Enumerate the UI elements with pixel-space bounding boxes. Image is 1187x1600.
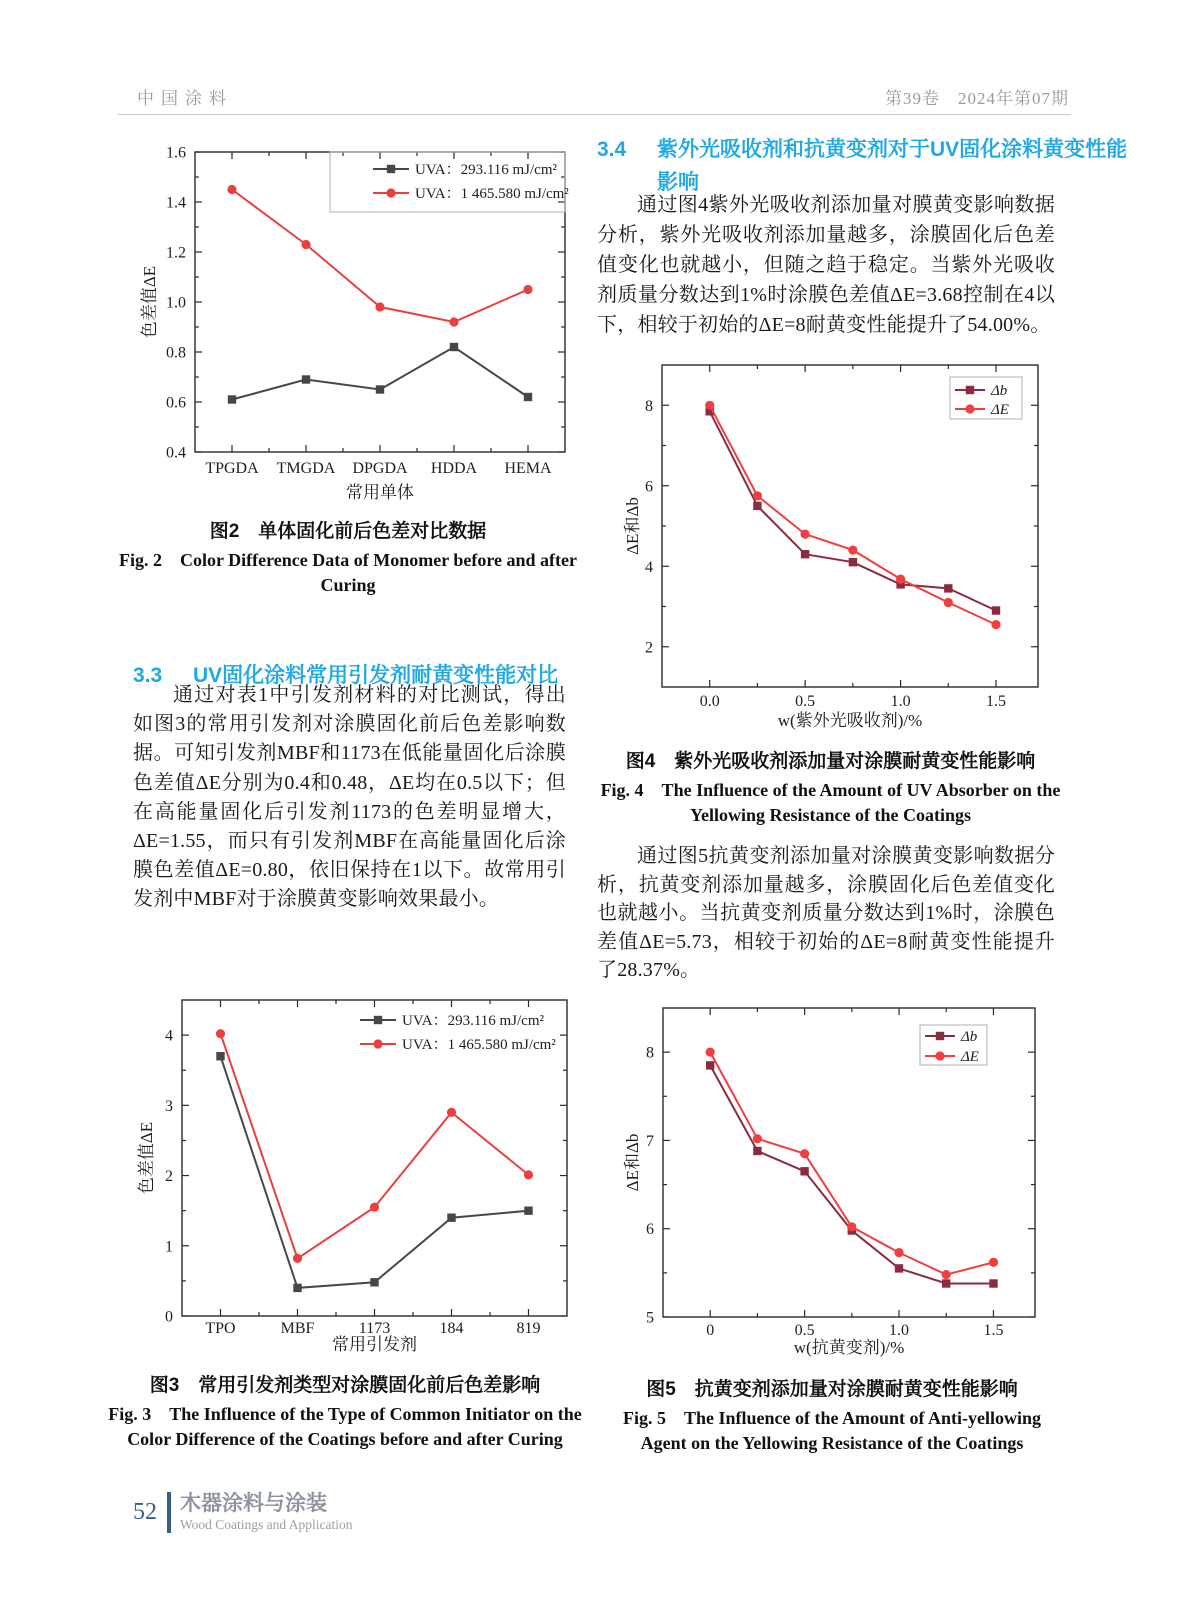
header-rule: [118, 114, 1071, 115]
svg-text:1.0: 1.0: [890, 693, 911, 710]
svg-text:2: 2: [645, 639, 653, 657]
svg-text:UVA：1 465.580 mJ/cm²: UVA：1 465.580 mJ/cm²: [415, 186, 569, 202]
svg-text:6: 6: [646, 1221, 654, 1239]
footer-journal-names: [180, 1492, 353, 1533]
svg-text:ΔE和Δb: ΔE和Δb: [623, 497, 642, 555]
figure-5-captions: [608, 1374, 1056, 1456]
svg-text:HEMA: HEMA: [504, 460, 552, 477]
svg-text:6: 6: [645, 478, 653, 496]
figure-4-caption-en: Fig. 4 The Influence of the Amount of UV Absorber on the Yellowing Resistance of the Coatings: [600, 780, 1061, 825]
svg-text:1.0: 1.0: [889, 1322, 910, 1339]
svg-text:w(抗黄变剂)/%: w(抗黄变剂)/%: [793, 1338, 905, 1357]
svg-text:UVA：293.116 mJ/cm²: UVA：293.116 mJ/cm²: [402, 1013, 545, 1029]
svg-text:ΔE和Δb: ΔE和Δb: [623, 1133, 642, 1192]
figure-4-caption-cn: 图4 紫外光吸收剂添加量对涂膜耐黄变性能影响: [625, 751, 1036, 772]
section-3-4-paragraph-1: 通过图4紫外光吸收剂添加量对膜黄变影响数据分析，紫外光吸收剂添加量越多，涂膜固化后色差值变化也就越小，但随之趋于稳定。当紫外光吸收剂质量分数达到1%时涂膜色差值ΔE=3.68控制在4以下，相较于初始的ΔE=8耐黄变性能提升了54.00%。: [597, 194, 1055, 336]
svg-text:4: 4: [645, 558, 653, 576]
figure-2-caption-en: Fig. 2 Color Difference Data of Monomer before and after Curing: [118, 550, 578, 595]
svg-text:TMGDA: TMGDA: [276, 460, 336, 477]
svg-text:TPGDA: TPGDA: [205, 460, 259, 477]
svg-text:8: 8: [646, 1044, 654, 1062]
page-number: 52: [133, 1499, 157, 1525]
journal-name: 中国涂料: [137, 89, 233, 108]
figure-2-chart: [133, 140, 578, 512]
footer-journal-en: Wood Coatings and Application: [180, 1517, 353, 1532]
page-footer: [133, 1492, 353, 1533]
section-3-4-number: 3.4: [597, 138, 627, 161]
svg-text:0.0: 0.0: [699, 693, 720, 710]
svg-text:ΔE: ΔE: [991, 402, 1009, 418]
svg-text:1.5: 1.5: [986, 693, 1007, 710]
figure-3-caption-en: Fig. 3 The Influence of the Type of Common Initiator on the Color Difference of the Coatings before and after Curing: [108, 1404, 582, 1449]
section-3-4-paragraph-2: 通过图5抗黄变剂添加量对涂膜黄变影响数据分析，抗黄变剂添加量越多，涂膜固化后色差值变化也就越小。当抗黄变剂质量分数达到1%时，涂膜色差值ΔE=5.73，相较于初始的ΔE=8耐黄变性能提升了28.37%。: [597, 845, 1055, 982]
svg-text:819: 819: [516, 1320, 541, 1337]
svg-text:ΔE: ΔE: [961, 1049, 979, 1065]
svg-text:色差值ΔE: 色差值ΔE: [137, 1121, 156, 1195]
svg-text:4: 4: [165, 1027, 173, 1045]
figure-3-caption-cn: 图3 常用引发剂类型对涂膜固化前后色差影响: [149, 1375, 541, 1396]
svg-text:色差值ΔE: 色差值ΔE: [140, 265, 159, 339]
section-3-4-title: 紫外光吸收剂和抗黄变剂对于UV固化涂料黄变性能影响: [657, 138, 1128, 194]
svg-text:常用引发剂: 常用引发剂: [332, 1335, 417, 1354]
svg-text:0: 0: [706, 1322, 715, 1339]
svg-text:3: 3: [165, 1097, 173, 1115]
svg-text:常用单体: 常用单体: [346, 483, 414, 502]
svg-text:UVA：293.116 mJ/cm²: UVA：293.116 mJ/cm²: [415, 162, 558, 178]
svg-text:HDDA: HDDA: [430, 460, 478, 477]
svg-text:1.5: 1.5: [983, 1322, 1004, 1339]
svg-text:5: 5: [646, 1309, 654, 1327]
svg-text:UVA：1 465.580 mJ/cm²: UVA：1 465.580 mJ/cm²: [402, 1037, 556, 1053]
figure-4-chart: [618, 348, 1068, 738]
svg-text:1173: 1173: [358, 1320, 391, 1337]
svg-text:0: 0: [165, 1308, 173, 1326]
svg-text:1.0: 1.0: [166, 294, 186, 312]
footer-journal-cn: 木器涂料与涂装: [180, 1492, 327, 1515]
figure-5-chart: [618, 985, 1068, 1370]
section-3-3-number: 3.3: [133, 664, 163, 687]
figure-2-captions: [118, 516, 578, 598]
svg-text:8: 8: [645, 397, 653, 415]
issue-info: 第39卷 2024年第07期: [885, 89, 1069, 108]
svg-text:Δb: Δb: [991, 383, 1008, 399]
svg-text:DPGDA: DPGDA: [352, 460, 408, 477]
section-3-3-paragraph: 通过对表1中引发剂材料的对比测试，得出如图3的常用引发剂对涂膜固化前后色差影响数据。可知引发剂MBF和1173在低能量固化后涂膜色差值ΔE分别为0.4和0.48，ΔE均在0.5以下；但在高能量固化后引发剂1173的色差明显增大，ΔE=1.55，而只有引发剂MBF在高能量固化后涂膜色差值ΔE=0.80，依旧保持在1以下。故常用引发剂中MBF对于涂膜黄变影响效果最小。: [133, 684, 566, 911]
figure-3-chart: [130, 958, 575, 1358]
svg-text:1.4: 1.4: [166, 194, 186, 212]
svg-text:0.4: 0.4: [166, 444, 186, 462]
svg-text:0.8: 0.8: [166, 344, 186, 362]
figure-5-caption-en: Fig. 5 The Influence of the Amount of Anti-yellowing Agent on the Yellowing Resistance of the Coatings: [622, 1408, 1041, 1453]
figure-3-captions: [100, 1370, 590, 1452]
figure-5-caption-cn: 图5 抗黄变剂添加量对涂膜耐黄变性能影响: [646, 1379, 1018, 1400]
footer-divider: [167, 1492, 171, 1533]
svg-text:Δb: Δb: [961, 1029, 978, 1045]
svg-text:0.5: 0.5: [794, 1322, 815, 1339]
svg-text:2: 2: [165, 1168, 173, 1186]
svg-text:TPO: TPO: [205, 1320, 236, 1337]
section-3-3-title: UV固化涂料常用引发剂耐黄变性能对比: [193, 664, 559, 687]
figure-2-caption-cn: 图2 单体固化前后色差对比数据: [209, 521, 487, 542]
svg-text:MBF: MBF: [280, 1320, 315, 1337]
figure-4-captions: [598, 746, 1063, 828]
svg-text:184: 184: [439, 1320, 464, 1337]
svg-text:7: 7: [646, 1132, 654, 1150]
svg-text:0.5: 0.5: [795, 693, 816, 710]
svg-text:0.6: 0.6: [166, 394, 186, 412]
svg-text:1: 1: [165, 1238, 173, 1256]
svg-text:1.6: 1.6: [166, 144, 186, 162]
svg-text:w(紫外光吸收剂)/%: w(紫外光吸收剂)/%: [777, 711, 923, 730]
svg-text:1.2: 1.2: [166, 244, 186, 262]
